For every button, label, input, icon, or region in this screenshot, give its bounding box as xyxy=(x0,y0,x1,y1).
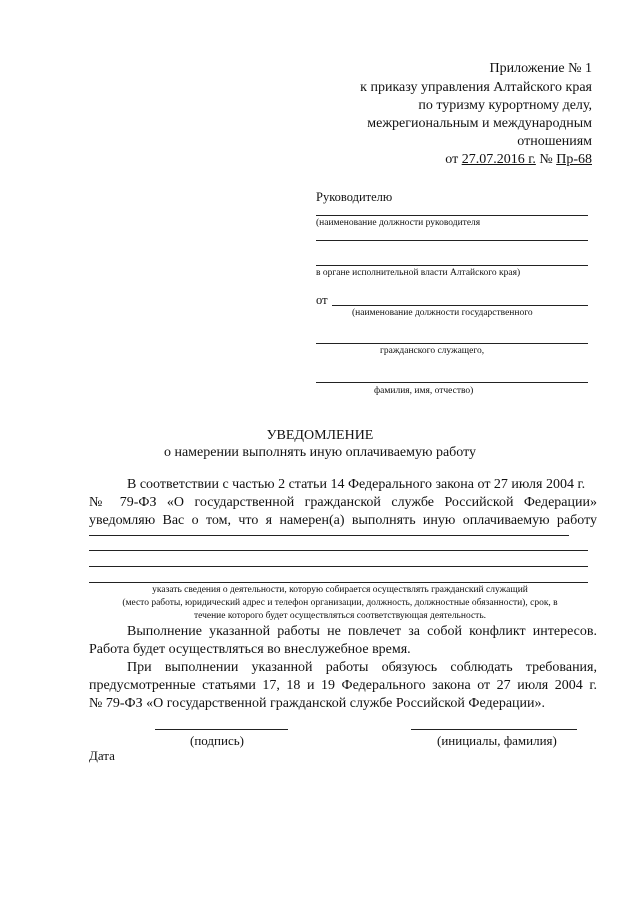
appendix-line-5: отношениям xyxy=(517,134,592,149)
from-line xyxy=(332,305,588,306)
paragraph-3-line-1: При выполнении указанной работы обязуюсь соблюдать требования, xyxy=(127,660,597,675)
from-label: от xyxy=(316,293,328,307)
paragraph-1-line-1: В соответствии с частью 2 статьи 14 Федерального закона от 27 июля 2004 г. xyxy=(127,477,586,492)
appendix-title: Приложение № 1 xyxy=(489,61,592,76)
signature-line xyxy=(155,729,288,730)
activity-hint-line-3: течение которого будет осуществляться соответствующая деятельность. xyxy=(193,611,487,621)
document-subtitle: о намерении выполнять иную оплачиваемую работу xyxy=(163,445,477,460)
activity-hint-line-2: (место работы, юридический адрес и телефон организации, должность, должностные обязанности), срок, в xyxy=(122,598,558,608)
head-position-hint: (наименование должности руководителя xyxy=(316,218,481,228)
activity-line-2 xyxy=(89,550,588,551)
paragraph-3-line-3: № 79-ФЗ «О государственной гражданской службе Российской Федерации». xyxy=(89,696,546,711)
initials-hint: (инициалы, фамилия) xyxy=(437,733,557,748)
order-number: Пр-68 xyxy=(556,152,592,167)
activity-line-3 xyxy=(89,566,588,567)
to-head-label: Руководителю xyxy=(316,190,393,204)
appendix-order-line xyxy=(252,151,592,169)
activity-line-1 xyxy=(89,535,569,536)
activity-line-4 xyxy=(89,582,588,583)
servant-hint: гражданского служащего, xyxy=(380,346,485,356)
signature-hint: (подпись) xyxy=(190,733,244,748)
appendix-line-2: к приказу управления Алтайского края xyxy=(360,80,592,95)
order-number-sign: № xyxy=(539,152,553,167)
servant-position-hint: (наименование должности государственного xyxy=(352,308,533,318)
paragraph-1-line-3: уведомляю Вас о том, что я намерен(а) выполнять иную оплачиваемую работу xyxy=(89,513,597,528)
servant-line xyxy=(316,343,588,344)
fio-hint: фамилия, имя, отчество) xyxy=(374,386,474,396)
initials-line xyxy=(411,729,577,730)
order-from-label: от xyxy=(445,152,459,167)
authority-hint: в органе исполнительной власти Алтайского края) xyxy=(316,268,521,278)
head-position-line-2 xyxy=(316,240,588,241)
paragraph-1-line-2: № 79-ФЗ «О государственной гражданской службе Российской Федерации» xyxy=(89,495,597,510)
paragraph-3-line-2: предусмотренные статьями 17, 18 и 19 Федерального закона от 27 июля 2004 г. xyxy=(89,678,597,693)
date-label: Дата xyxy=(89,748,115,763)
document-title: УВЕДОМЛЕНИЕ xyxy=(266,428,374,443)
order-date: 27.07.2016 г. xyxy=(461,152,536,167)
fio-line xyxy=(316,382,588,383)
activity-hint-line-1: указать сведения о деятельности, которую собирается осуществлять гражданский служащий xyxy=(152,585,528,595)
authority-line xyxy=(316,265,588,266)
paragraph-2-line-1: Выполнение указанной работы не повлечет за собой конфликт интересов. xyxy=(127,624,597,639)
appendix-line-4: межрегиональным и международным xyxy=(367,116,592,131)
head-position-line xyxy=(316,215,588,216)
appendix-line-3: по туризму курортному делу, xyxy=(418,98,592,113)
paragraph-2-line-2: Работа будет осуществляться во внеслужебное время. xyxy=(89,642,411,657)
